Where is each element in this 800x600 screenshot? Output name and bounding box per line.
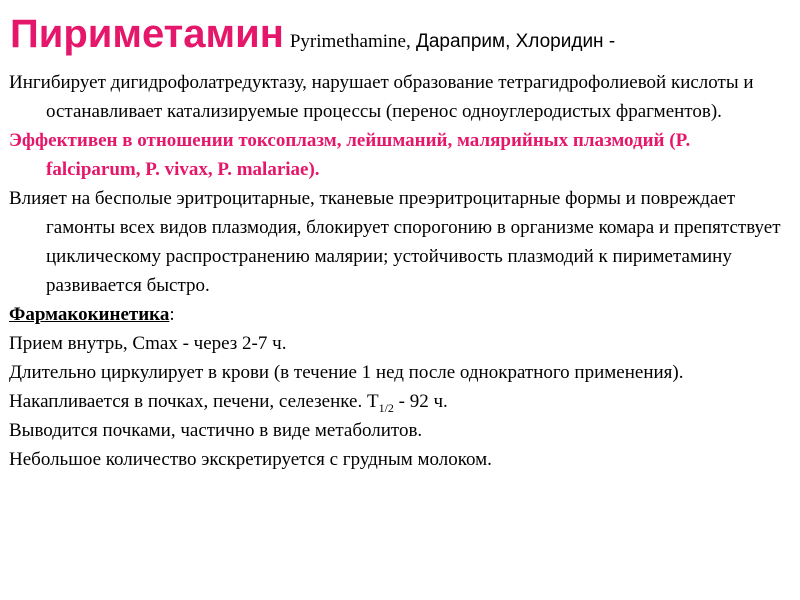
half-life-subscript: 1/2 [378, 400, 394, 415]
efficacy-paragraph: Эффективен в отношении токсоплазм, лейшманий, малярийных плазмодий (P. falciparum, P. vivax, P. malariae). [9, 130, 691, 180]
accumulation-text: Накапливается в почках, печени, селезенке. Т [9, 391, 379, 412]
half-life-value: - 92 ч. [393, 391, 448, 412]
pharmacokinetics-heading: Фармакокинетика [9, 304, 170, 325]
drug-latin-name: Pyrimethamine, [289, 31, 411, 52]
mechanism-paragraph: Ингибирует дигидрофолатредуктазу, нарушает образование тетрагидрофолиевой кислоты и останавливает катализируемые процессы (перенос одноуглеродистых фрагментов). [9, 72, 754, 122]
heading-colon: : [169, 304, 175, 325]
accumulation-paragraph [9, 387, 789, 416]
title-line [10, 12, 615, 57]
excretion-paragraph: Выводится почками, частично в виде метаболитов. [9, 420, 423, 441]
drug-synonyms: Дараприм, Хлоридин - [410, 31, 616, 52]
milk-excretion-paragraph: Небольшое количество экскретируется с грудным молоком. [9, 449, 492, 470]
slide-body [9, 68, 789, 474]
pharmacokinetics-heading-line [9, 300, 789, 329]
action-paragraph: Влияет на бесполые эритроцитарные, тканевые преэритроцитарные формы и повреждает гамонты всех видов плазмодия, блокирует спорогонию в организме комара и препятствует циклическому распространению малярии; устойчивость плазмодий к пириметамину развивается быстро. [9, 188, 781, 296]
drug-title: Пириметамин [10, 12, 284, 56]
circulation-paragraph: Длительно циркулирует в крови (в течение 1 нед после однократного применения). [9, 362, 684, 383]
administration-paragraph: Прием внутрь, Cmax - через 2-7 ч. [9, 333, 287, 354]
